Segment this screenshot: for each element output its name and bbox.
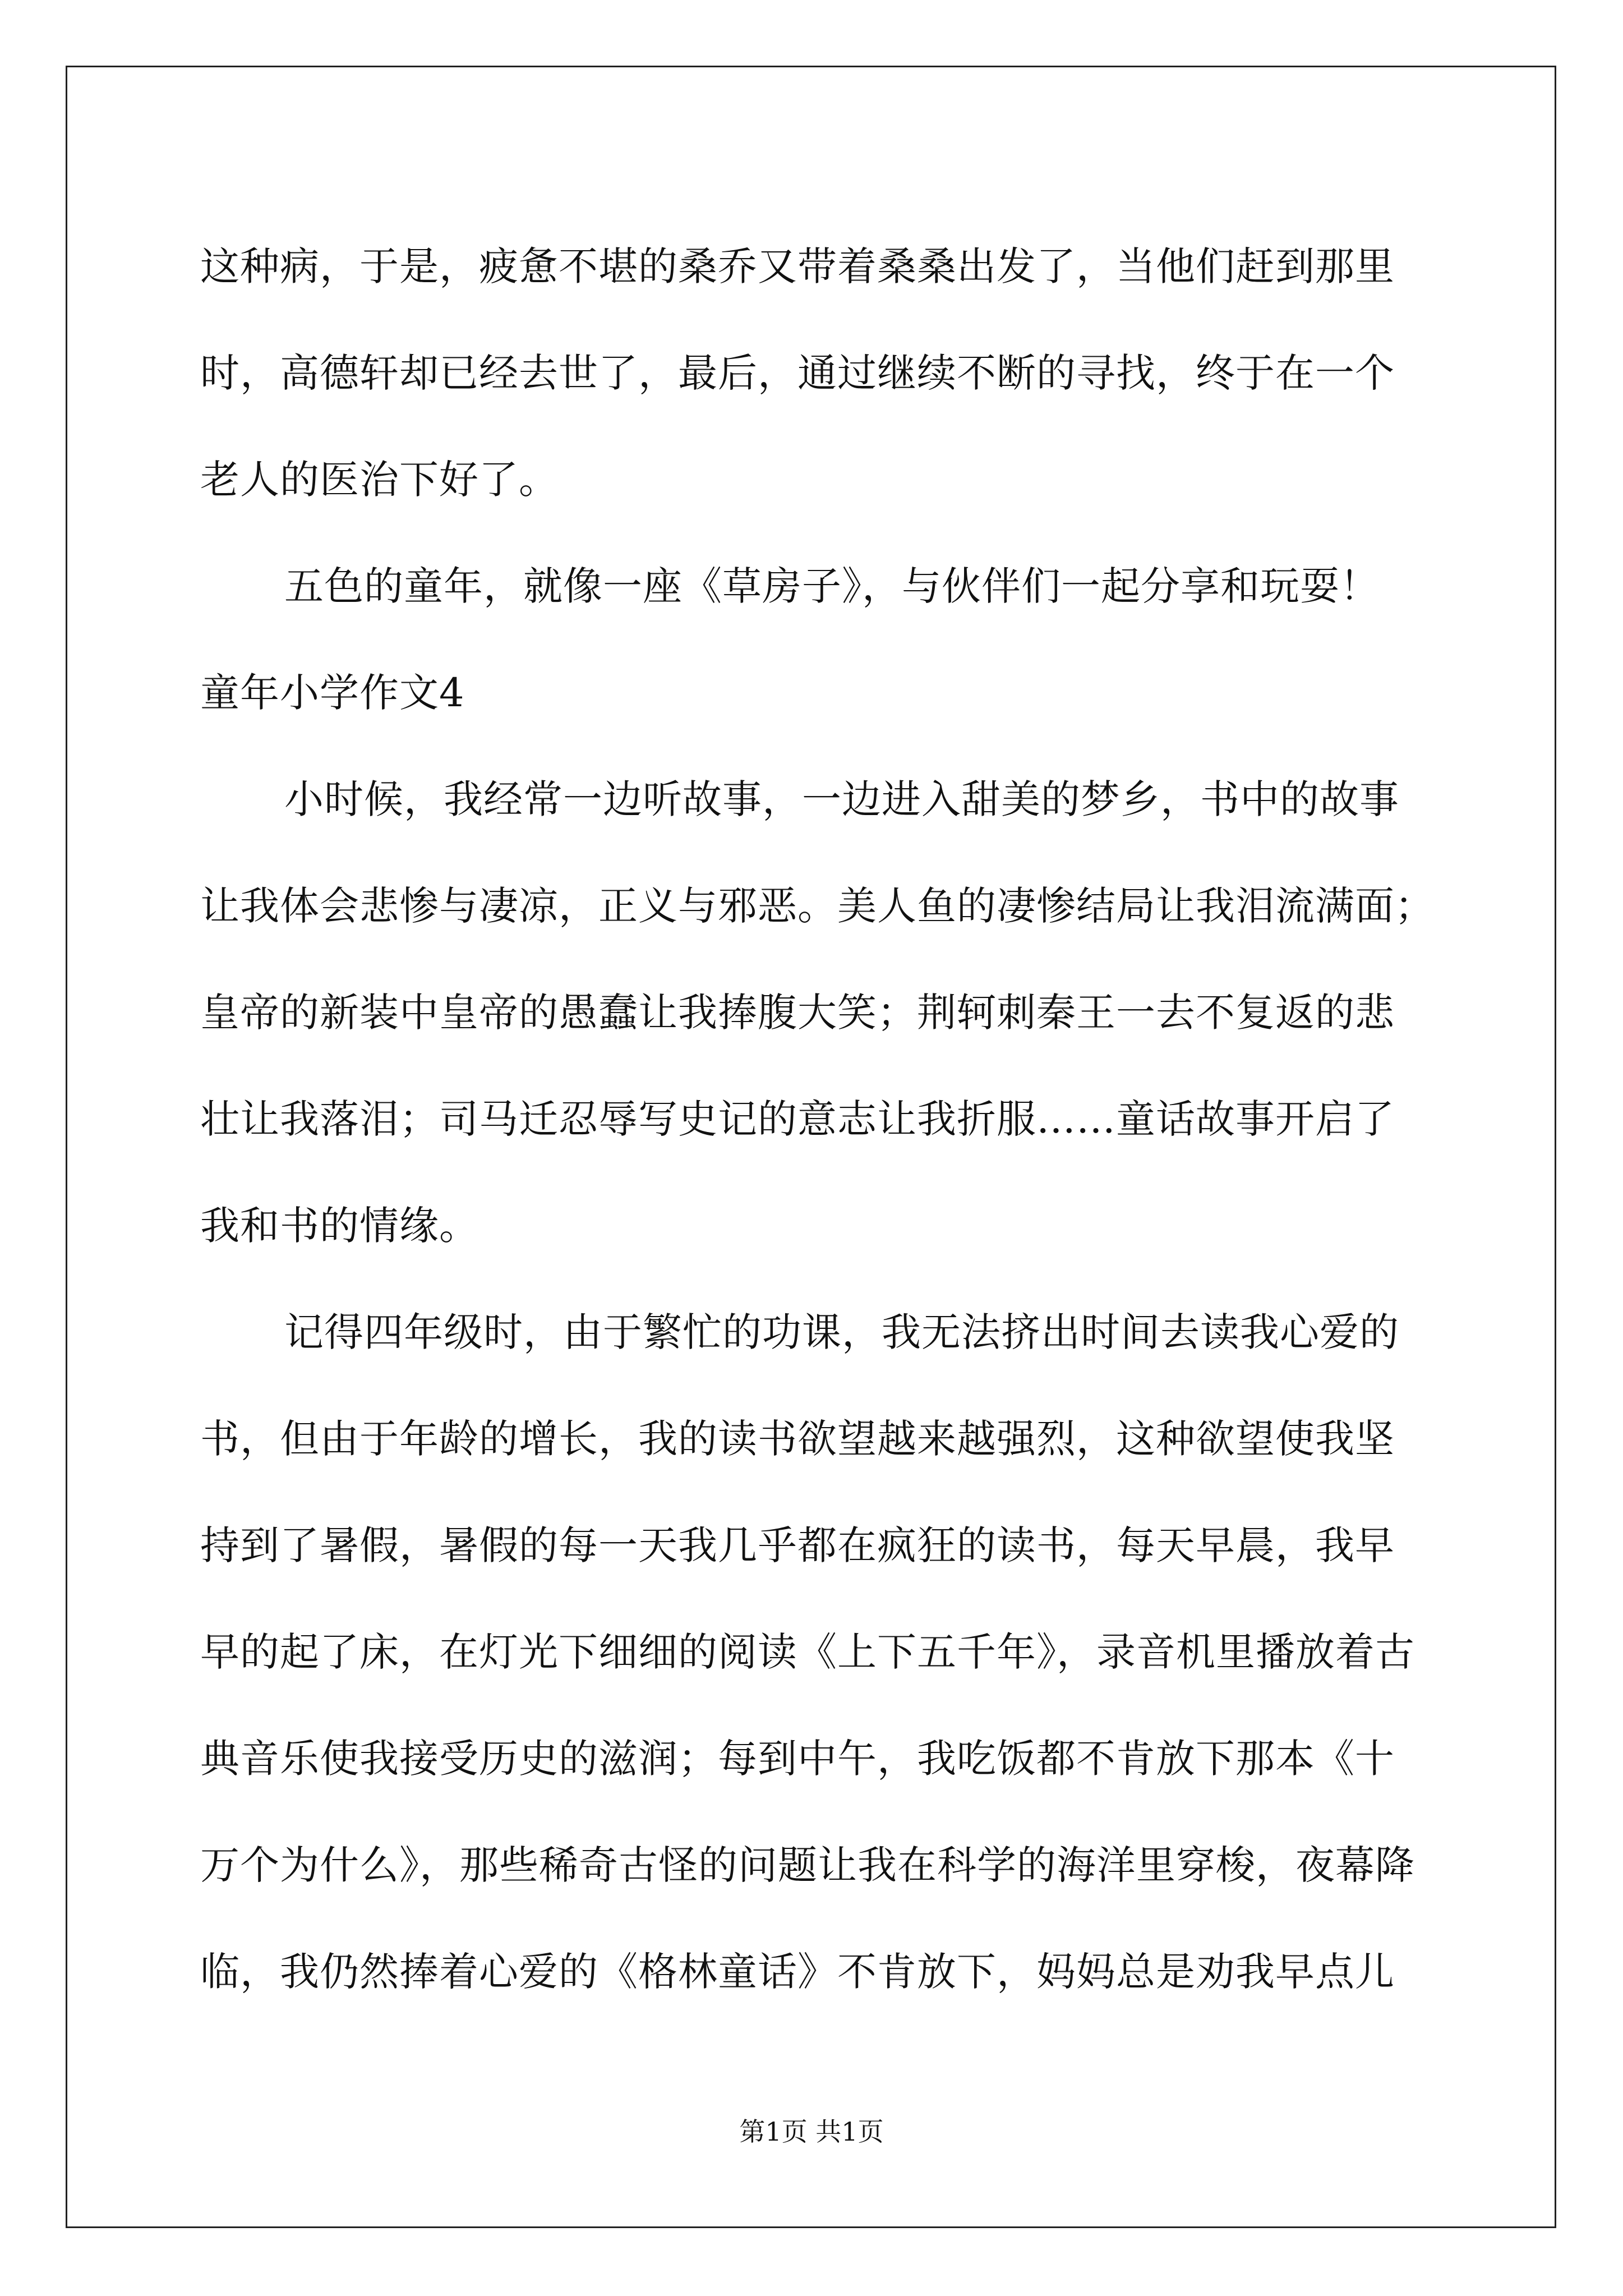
text-line: 壮让我落泪；司马迁忍辱写史记的意志让我折服……童话故事开启了 bbox=[200, 1096, 1395, 1142]
text-line: 万个为什么》，那些稀奇古怪的问题让我在科学的海洋里穿梭，夜幕降 bbox=[200, 1842, 1415, 1888]
paragraph-first-line: 记得四年级时，由于繁忙的功课，我无法挤出时间去读我心爱的 bbox=[284, 1309, 1399, 1355]
text-line: 典音乐使我接受历史的滋润；每到中午，我吃饭都不肯放下那本《十 bbox=[200, 1736, 1395, 1782]
text-line: 老人的医治下好了。 bbox=[200, 457, 559, 503]
text-line: 早的起了床，在灯光下细细的阅读《上下五千年》，录音机里播放着古 bbox=[200, 1629, 1415, 1675]
text-line: 持到了暑假，暑假的每一天我几乎都在疯狂的读书，每天早晨，我早 bbox=[200, 1522, 1395, 1568]
paragraph-first-line: 五色的童年，就像一座《草房子》，与伙伴们一起分享和玩耍！ bbox=[284, 563, 1380, 609]
text-line: 让我体会悲惨与凄凉，正义与邪恶。美人鱼的凄惨结局让我泪流满面； bbox=[200, 883, 1435, 929]
document-body bbox=[200, 213, 1435, 2025]
text-line: 时，高德轩却已经去世了，最后，通过继续不断的寻找，终于在一个 bbox=[200, 350, 1395, 396]
page-footer: 第1页 共1页 bbox=[739, 2116, 884, 2147]
text-line: 书，但由于年龄的增长，我的读书欲望越来越强烈，这种欲望使我坚 bbox=[200, 1416, 1395, 1462]
text-line: 我和书的情缘。 bbox=[200, 1203, 479, 1249]
text-line: 这种病，于是，疲惫不堪的桑乔又带着桑桑出发了，当他们赶到那里 bbox=[200, 243, 1395, 289]
paragraph-first-line: 小时候，我经常一边听故事，一边进入甜美的梦乡，书中的故事 bbox=[284, 776, 1399, 822]
text-line: 临，我仍然捧着心爱的《格林童话》不肯放下，妈妈总是劝我早点儿 bbox=[200, 1949, 1395, 1995]
text-line: 皇帝的新装中皇帝的愚蠢让我捧腹大笑；荆轲刺秦王一去不复返的悲 bbox=[200, 990, 1395, 1036]
section-heading: 童年小学作文4 bbox=[200, 670, 465, 716]
